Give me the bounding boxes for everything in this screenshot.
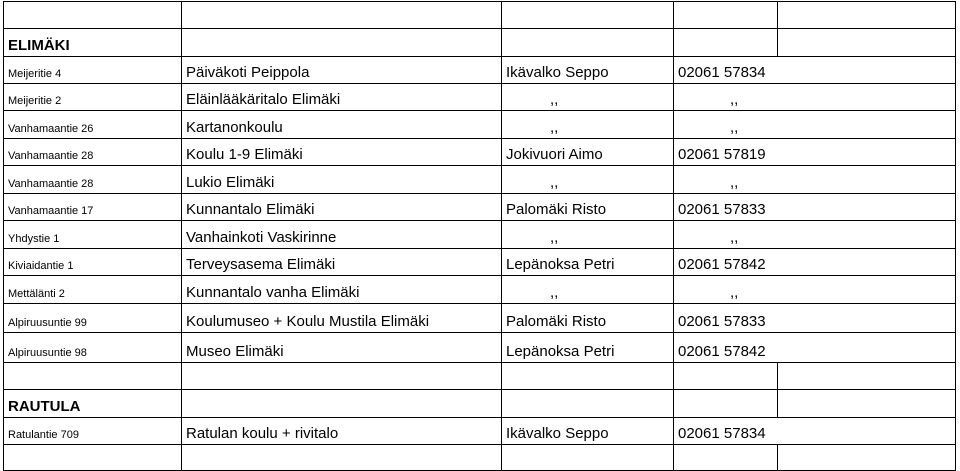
phone-cell: ,, — [674, 276, 956, 304]
empty-cell — [778, 2, 956, 29]
phone-cell: 02061 57833 — [674, 304, 956, 333]
empty-cell — [182, 29, 502, 57]
empty-row — [4, 2, 956, 29]
contact-cell: Ikävalko Seppo — [502, 57, 674, 84]
empty-cell — [674, 29, 778, 57]
contact-cell: ,, — [502, 111, 674, 139]
address-cell: Ratulantie 709 — [4, 418, 182, 445]
empty-cell — [182, 445, 502, 471]
table-row — [4, 194, 956, 221]
contact-cell: ,, — [502, 221, 674, 249]
building-cell: Ratulan koulu + rivitalo — [182, 418, 502, 445]
empty-cell — [674, 445, 778, 471]
empty-cell — [674, 363, 778, 390]
address-cell: Vanhamaantie 28 — [4, 166, 182, 194]
address-cell: Vanhamaantie 26 — [4, 111, 182, 139]
empty-cell — [502, 390, 674, 418]
empty-cell — [4, 363, 182, 390]
empty-cell — [182, 2, 502, 29]
contact-cell: Lepänoksa Petri — [502, 333, 674, 363]
table-row — [4, 221, 956, 249]
section-header-row — [4, 29, 956, 57]
empty-row — [4, 445, 956, 471]
address-cell: Vanhamaantie 28 — [4, 139, 182, 166]
address-cell: Meijeritie 4 — [4, 57, 182, 84]
table-row — [4, 418, 956, 445]
phone-cell: 02061 57842 — [674, 249, 956, 276]
empty-cell — [674, 390, 778, 418]
address-cell: Mettälänti 2 — [4, 276, 182, 304]
building-cell: Eläinlääkäritalo Elimäki — [182, 84, 502, 111]
empty-cell — [778, 445, 956, 471]
empty-row — [4, 363, 956, 390]
building-cell: Päiväkoti Peippola — [182, 57, 502, 84]
contact-cell: Palomäki Risto — [502, 304, 674, 333]
empty-cell — [4, 445, 182, 471]
table-row — [4, 333, 956, 363]
address-cell: Vanhamaantie 17 — [4, 194, 182, 221]
phone-cell: 02061 57834 — [674, 418, 956, 445]
building-cell: Kartanonkoulu — [182, 111, 502, 139]
empty-cell — [4, 2, 182, 29]
phone-cell: 02061 57833 — [674, 194, 956, 221]
table-row — [4, 139, 956, 166]
table-row — [4, 276, 956, 304]
address-cell: Alpiruusuntie 99 — [4, 304, 182, 333]
phone-cell: ,, — [674, 166, 956, 194]
table-row — [4, 166, 956, 194]
contact-cell: Ikävalko Seppo — [502, 418, 674, 445]
building-cell: Terveysasema Elimäki — [182, 249, 502, 276]
address-cell: Kiviaidantie 1 — [4, 249, 182, 276]
contact-cell: Lepänoksa Petri — [502, 249, 674, 276]
empty-cell — [182, 390, 502, 418]
empty-cell — [778, 363, 956, 390]
building-cell: Koulu 1-9 Elimäki — [182, 139, 502, 166]
contact-cell: ,, — [502, 276, 674, 304]
empty-cell — [778, 29, 956, 57]
address-cell: Yhdystie 1 — [4, 221, 182, 249]
phone-cell: ,, — [674, 221, 956, 249]
section-title: ELIMÄKI — [4, 29, 182, 57]
phone-cell: 02061 57842 — [674, 333, 956, 363]
phone-cell: ,, — [674, 84, 956, 111]
section-title: RAUTULA — [4, 390, 182, 418]
phone-cell: 02061 57834 — [674, 57, 956, 84]
phone-cell: 02061 57819 — [674, 139, 956, 166]
table-row — [4, 304, 956, 333]
building-cell: Vanhainkoti Vaskirinne — [182, 221, 502, 249]
address-cell: Alpiruusuntie 98 — [4, 333, 182, 363]
contact-table — [3, 1, 956, 471]
empty-cell — [778, 390, 956, 418]
empty-cell — [182, 363, 502, 390]
building-cell: Kunnantalo vanha Elimäki — [182, 276, 502, 304]
building-cell: Kunnantalo Elimäki — [182, 194, 502, 221]
empty-cell — [674, 2, 778, 29]
empty-cell — [502, 29, 674, 57]
building-cell: Museo Elimäki — [182, 333, 502, 363]
address-cell: Meijeritie 2 — [4, 84, 182, 111]
contact-cell: ,, — [502, 84, 674, 111]
contact-cell: Jokivuori Aimo — [502, 139, 674, 166]
empty-cell — [502, 363, 674, 390]
empty-cell — [502, 2, 674, 29]
empty-cell — [502, 445, 674, 471]
contact-cell: Palomäki Risto — [502, 194, 674, 221]
building-cell: Koulumuseo + Koulu Mustila Elimäki — [182, 304, 502, 333]
section-header-row — [4, 390, 956, 418]
table-row — [4, 57, 956, 84]
phone-cell: ,, — [674, 111, 956, 139]
contact-cell: ,, — [502, 166, 674, 194]
building-cell: Lukio Elimäki — [182, 166, 502, 194]
table-row — [4, 111, 956, 139]
table-row — [4, 84, 956, 111]
table-row — [4, 249, 956, 276]
